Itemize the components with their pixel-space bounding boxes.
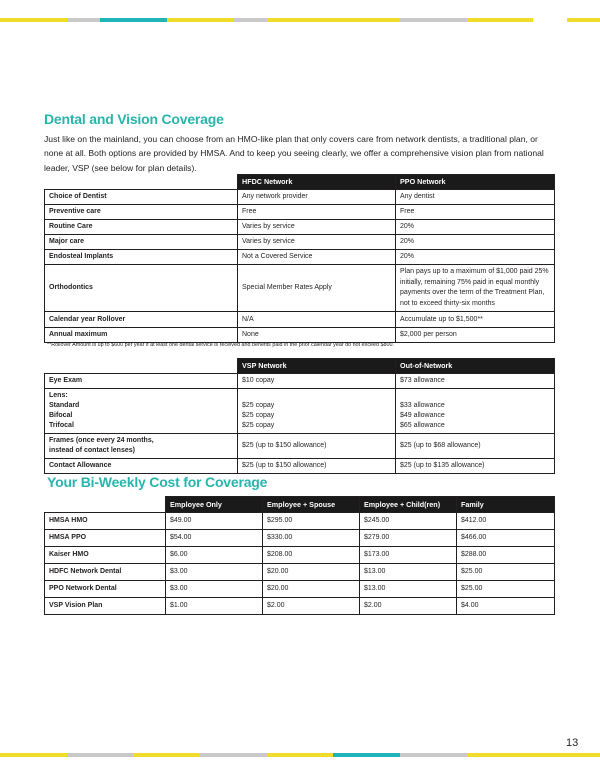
cost-cell: $412.00 (457, 513, 555, 530)
cell-vsp: $25 (up to $150 allowance) (238, 434, 396, 459)
cell-oon (396, 389, 555, 434)
cost-cell: $4.00 (457, 598, 555, 615)
cell-ppo: Free (396, 205, 555, 220)
row-label: PPO Network Dental (45, 581, 166, 598)
cost-table (44, 496, 555, 615)
cost-cell: $1.00 (166, 598, 263, 615)
row-label: VSP Vision Plan (45, 598, 166, 615)
table-row (45, 220, 555, 235)
cost-cell: $13.00 (360, 581, 457, 598)
lens-oon-value: $65 allowance (400, 422, 445, 429)
row-label: HDFC Network Dental (45, 564, 166, 581)
cost-cell: $3.00 (166, 581, 263, 598)
table-row (45, 530, 555, 547)
cell-vsp: $10 copay (238, 374, 396, 389)
table-row (45, 312, 555, 328)
table-row (45, 190, 555, 205)
cost-cell: $279.00 (360, 530, 457, 547)
row-label: Major care (45, 235, 238, 250)
cost-cell: $13.00 (360, 564, 457, 581)
cost-cell: $2.00 (263, 598, 360, 615)
cost-cell: $2.00 (360, 598, 457, 615)
lens-vsp-value: $25 copay (242, 412, 275, 419)
table-row (45, 265, 555, 312)
vision-header-blank (45, 359, 238, 374)
page-number: 13 (566, 737, 579, 749)
lens-label: Lens: (49, 392, 68, 399)
table-row (45, 235, 555, 250)
row-label: HMSA HMO (45, 513, 166, 530)
row-label: Eye Exam (45, 374, 238, 389)
cell-hfdc: Varies by service (238, 235, 396, 250)
top-color-stripe (0, 18, 600, 22)
dental-header-ppo: PPO Network (396, 175, 555, 190)
table-row (45, 434, 555, 459)
row-label: Kaiser HMO (45, 547, 166, 564)
table-row (45, 328, 555, 343)
cost-cell: $288.00 (457, 547, 555, 564)
cell-hfdc: Any network provider (238, 190, 396, 205)
cell-ppo: 20% (396, 250, 555, 265)
table-row (45, 598, 555, 615)
cost-cell: $20.00 (263, 564, 360, 581)
dental-header-blank (45, 175, 238, 190)
cell-hfdc: Not a Covered Service (238, 250, 396, 265)
table-row (45, 205, 555, 220)
row-label: HMSA PPO (45, 530, 166, 547)
cell-ppo: Plan pays up to a maximum of $1,000 paid 25% initially, remaining 75% paid in equal monthly payments over the term of the Treatment Plan, not to exceed thirty-six months (396, 265, 555, 312)
cost-cell: $208.00 (263, 547, 360, 564)
cost-cell: $295.00 (263, 513, 360, 530)
cost-cell: $466.00 (457, 530, 555, 547)
cell-ppo: 20% (396, 235, 555, 250)
cell-ppo: Any dentist (396, 190, 555, 205)
dental-header-hfdc: HFDC Network (238, 175, 396, 190)
cell-oon: $25 (up to $68 allowance) (396, 434, 555, 459)
cell-oon: $73 allowance (396, 374, 555, 389)
cost-header: Family (457, 497, 555, 513)
cost-cell: $245.00 (360, 513, 457, 530)
cell-vsp: $25 (up to $150 allowance) (238, 459, 396, 474)
table-row (45, 250, 555, 265)
lens-item: Standard (49, 402, 80, 409)
table-row (45, 513, 555, 530)
table-row (45, 374, 555, 389)
cost-header: Employee + Spouse (263, 497, 360, 513)
table-row (45, 581, 555, 598)
dental-vision-intro: Just like on the mainland, you can choose from an HMO-like plan that only covers care from network dentists, a traditional plan, or none at all. Both options are provided by HMSA. And to keep you seeing clearly, we offer a comprehensive vision plan from national leader, VSP (see below for plan details). (44, 134, 544, 173)
cell-hfdc: N/A (238, 312, 396, 328)
cell-hfdc: Free (238, 205, 396, 220)
row-label: Annual maximum (45, 328, 238, 343)
dental-footnote: **Rollover Amount is up to $600 per year if at least one dental service is received and benefits paid in the prior calendar year do not exceed $800. (47, 342, 395, 348)
cost-cell: $330.00 (263, 530, 360, 547)
cost-cell: $173.00 (360, 547, 457, 564)
lens-oon-value: $33 allowance (400, 402, 445, 409)
cost-title: Your Bi-Weekly Cost for Coverage (47, 474, 268, 490)
row-label: Calendar year Rollover (45, 312, 238, 328)
frames-label-line: instead of contact lenses) (49, 447, 135, 454)
cost-cell: $3.00 (166, 564, 263, 581)
row-label-lens (45, 389, 238, 434)
table-row (45, 547, 555, 564)
vision-table (44, 358, 555, 474)
cost-cell: $20.00 (263, 581, 360, 598)
row-label: Orthodontics (45, 265, 238, 312)
cost-header: Employee + Child(ren) (360, 497, 457, 513)
lens-vsp-value: $25 copay (242, 422, 275, 429)
cost-header-blank (45, 497, 166, 513)
cell-hfdc: None (238, 328, 396, 343)
lens-item: Bifocal (49, 412, 73, 419)
table-row (45, 389, 555, 434)
bottom-color-stripe (0, 753, 600, 757)
cell-hfdc: Varies by service (238, 220, 396, 235)
cell-oon: $25 (up to $135 allowance) (396, 459, 555, 474)
cell-ppo: Accumulate up to $1,500** (396, 312, 555, 328)
lens-oon-value: $49 allowance (400, 412, 445, 419)
lens-item: Trifocal (49, 422, 74, 429)
vision-header-oon: Out-of-Network (396, 359, 555, 374)
cell-hfdc: Special Member Rates Apply (238, 265, 396, 312)
cost-header: Employee Only (166, 497, 263, 513)
row-label: Routine Care (45, 220, 238, 235)
cost-cell: $6.00 (166, 547, 263, 564)
dental-table (44, 174, 555, 343)
cost-cell: $25.00 (457, 581, 555, 598)
row-label: Choice of Dentist (45, 190, 238, 205)
cost-cell: $49.00 (166, 513, 263, 530)
cell-vsp (238, 389, 396, 434)
cell-ppo: $2,000 per person (396, 328, 555, 343)
row-label: Endosteal Implants (45, 250, 238, 265)
row-label: Preventive care (45, 205, 238, 220)
dental-vision-title: Dental and Vision Coverage (44, 111, 224, 127)
table-row (45, 564, 555, 581)
cost-cell: $54.00 (166, 530, 263, 547)
cell-ppo: 20% (396, 220, 555, 235)
frames-label-line: Frames (once every 24 months, (49, 437, 154, 444)
row-label-frames (45, 434, 238, 459)
table-row (45, 459, 555, 474)
lens-vsp-value: $25 copay (242, 402, 275, 409)
cost-cell: $25.00 (457, 564, 555, 581)
row-label: Contact Allowance (45, 459, 238, 474)
vision-header-vsp: VSP Network (238, 359, 396, 374)
